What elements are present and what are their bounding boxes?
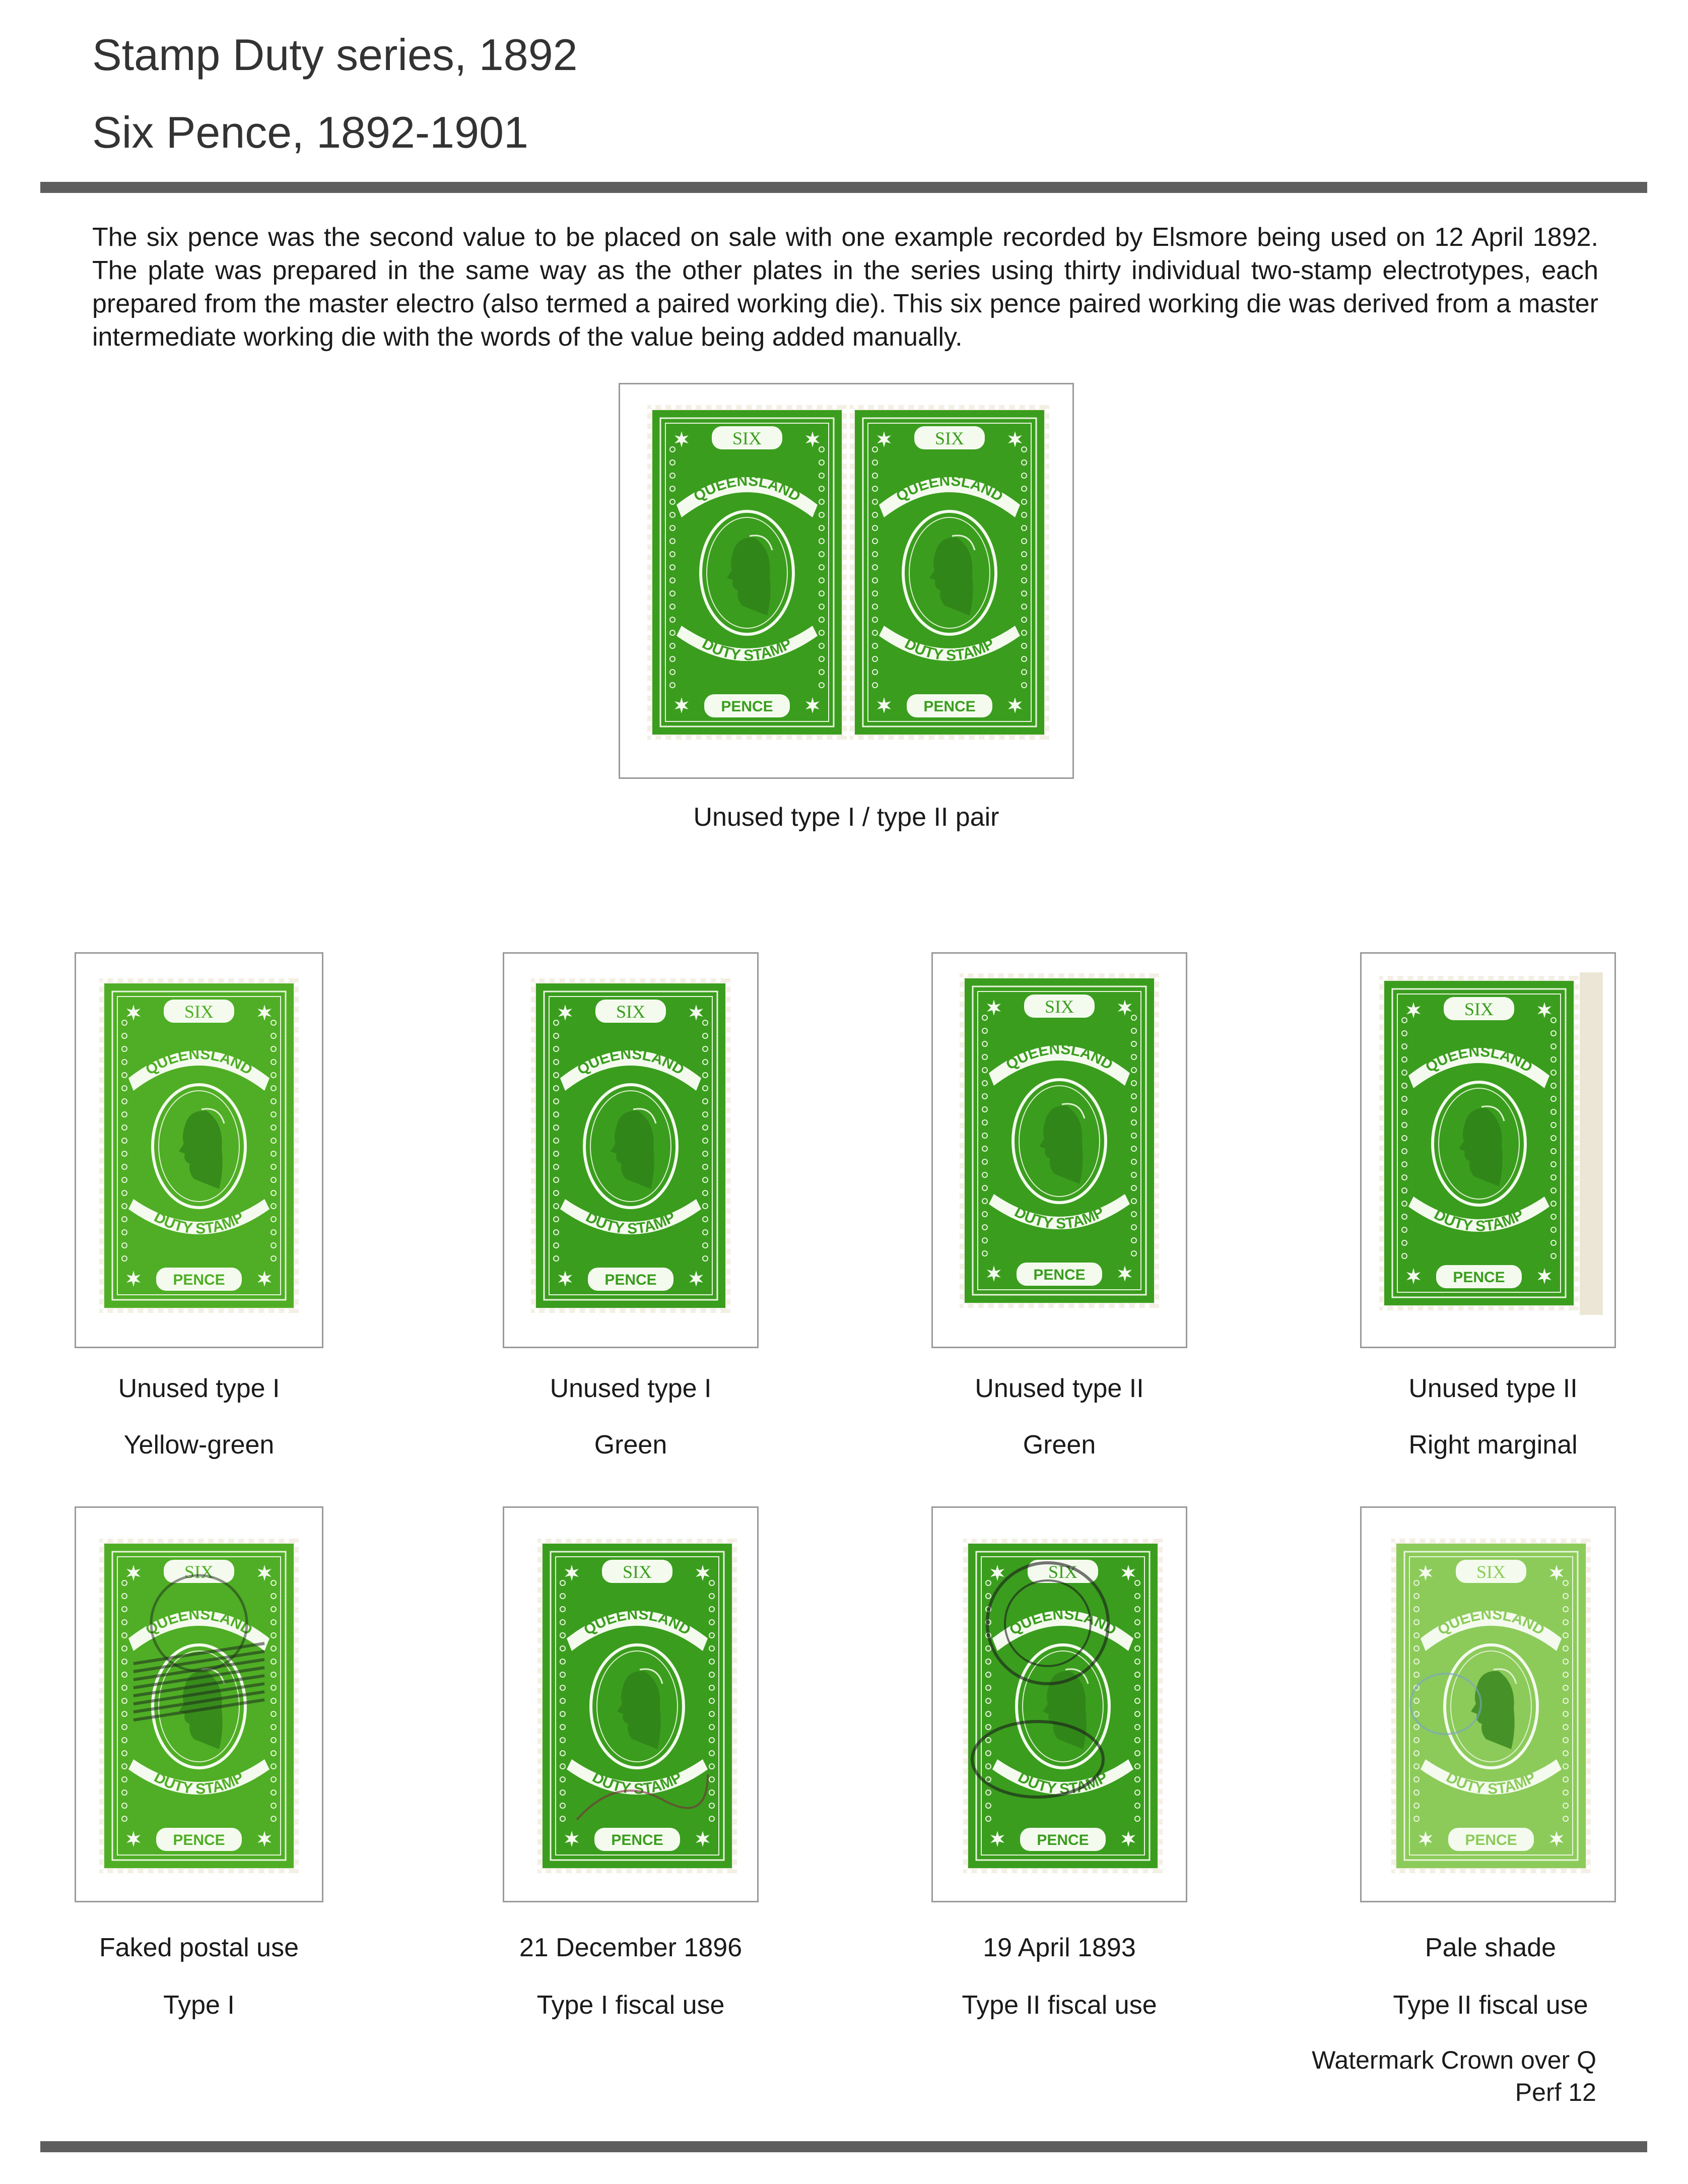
svg-text:DUTY STAMP: DUTY STAMP — [583, 1208, 679, 1237]
caption-r1-4-line2: Right marginal — [1408, 1430, 1578, 1460]
stamp-image-r1-4 — [1378, 975, 1580, 1311]
svg-text:PENCE: PENCE — [1033, 1267, 1086, 1283]
watermark-note: Watermark Crown over Q — [1312, 2046, 1596, 2074]
stamp-image-r2-4 — [1390, 1538, 1592, 1874]
caption-r2-3-line1: 19 April 1893 — [983, 1933, 1136, 1962]
svg-text:QUEENSLAND: QUEENSLAND — [893, 472, 1006, 505]
svg-text:PENCE: PENCE — [1453, 1269, 1505, 1286]
stamp-image-r2-3 — [962, 1538, 1164, 1874]
stamp-image-r1-3 — [959, 972, 1160, 1309]
page-subtitle: Six Pence, 1892-1901 — [92, 107, 528, 157]
svg-text:SIX: SIX — [616, 1002, 646, 1022]
caption-r1-4-line1: Unused type II — [1408, 1374, 1578, 1403]
svg-text:SIX: SIX — [934, 428, 965, 448]
svg-text:QUEENSLAND: QUEENSLAND — [143, 1606, 255, 1639]
svg-text:PENCE: PENCE — [1465, 1832, 1517, 1848]
svg-text:QUEENSLAND: QUEENSLAND — [143, 1045, 255, 1079]
svg-text:SIX: SIX — [1044, 997, 1074, 1017]
svg-text:QUEENSLAND: QUEENSLAND — [1006, 1606, 1119, 1639]
stamp-image-pair-left — [646, 404, 848, 741]
svg-text:QUEENSLAND: QUEENSLAND — [1435, 1606, 1547, 1639]
svg-text:DUTY STAMP: DUTY STAMP — [151, 1208, 247, 1237]
svg-text:DUTY STAMP: DUTY STAMP — [589, 1768, 685, 1798]
svg-text:PENCE: PENCE — [1037, 1832, 1089, 1848]
caption-r2-1-line1: Faked postal use — [99, 1933, 299, 1962]
svg-text:QUEENSLAND: QUEENSLAND — [1003, 1040, 1116, 1074]
top-divider — [40, 182, 1647, 193]
stamp-image-r1-1 — [98, 977, 300, 1314]
svg-text:PENCE: PENCE — [611, 1832, 663, 1848]
perf-note: Perf 12 — [1515, 2078, 1596, 2106]
svg-text:DUTY STAMP: DUTY STAMP — [902, 635, 997, 664]
svg-text:SIX: SIX — [1048, 1562, 1078, 1582]
caption-r2-2-line1: 21 December 1896 — [519, 1933, 742, 1962]
bottom-divider — [40, 2141, 1647, 2152]
svg-text:PENCE: PENCE — [173, 1832, 225, 1848]
svg-text:DUTY STAMP: DUTY STAMP — [1431, 1206, 1527, 1235]
svg-text:DUTY STAMP: DUTY STAMP — [1443, 1768, 1539, 1798]
svg-text:SIX: SIX — [184, 1002, 214, 1022]
svg-text:SIX: SIX — [184, 1562, 214, 1582]
caption-r1-2-line2: Green — [594, 1430, 667, 1460]
caption-r2-1-line2: Type I — [163, 1991, 235, 2020]
caption-r1-3-line1: Unused type II — [975, 1374, 1144, 1403]
svg-text:QUEENSLAND: QUEENSLAND — [1423, 1043, 1535, 1076]
caption-r2-4-line2: Type II fiscal use — [1393, 1991, 1588, 2020]
stamp-image-r2-1 — [98, 1538, 300, 1874]
caption-r2-3-line2: Type II fiscal use — [962, 1991, 1157, 2020]
caption-r2-2-line2: Type I fiscal use — [536, 1991, 725, 2020]
right-margin-paper — [1580, 972, 1603, 1315]
svg-text:SIX: SIX — [1464, 999, 1494, 1019]
caption-r1-2-line1: Unused type I — [550, 1374, 712, 1403]
svg-text:PENCE: PENCE — [604, 1272, 657, 1288]
stamp-image-pair-right — [849, 404, 1050, 741]
caption-r2-4-line1: Pale shade — [1425, 1933, 1557, 1962]
page-title: Stamp Duty series, 1892 — [92, 30, 578, 80]
svg-text:DUTY STAMP: DUTY STAMP — [1011, 1203, 1107, 1232]
caption-r1-1-line1: Unused type I — [118, 1374, 280, 1403]
svg-text:QUEENSLAND: QUEENSLAND — [574, 1045, 687, 1079]
pair-caption: Unused type I / type II pair — [693, 803, 999, 832]
svg-text:SIX: SIX — [732, 428, 762, 448]
caption-r1-3-line2: Green — [1023, 1430, 1096, 1460]
svg-text:DUTY STAMP: DUTY STAMP — [1015, 1768, 1111, 1798]
svg-text:SIX: SIX — [622, 1562, 652, 1582]
svg-text:QUEENSLAND: QUEENSLAND — [581, 1606, 694, 1639]
stamp-image-r1-2 — [530, 977, 731, 1314]
svg-text:QUEENSLAND: QUEENSLAND — [691, 472, 803, 505]
intro-paragraph: The six pence was the second value to be placed on sale with one example recorded by Elsmore being used on 12 April 1892. The plate was prepared in the same way as the other plates in the series using thirty individual two-stamp electrotypes, each prepared from the master electro (also termed a paired working die). This six pence paired working die was derived from a master intermediate working die with the words of the value being added manually. — [92, 223, 1598, 352]
svg-text:SIX: SIX — [1476, 1562, 1506, 1582]
svg-text:PENCE: PENCE — [173, 1272, 225, 1288]
stamp-image-r2-2 — [536, 1538, 738, 1874]
svg-text:PENCE: PENCE — [923, 698, 976, 715]
svg-text:DUTY STAMP: DUTY STAMP — [699, 635, 795, 664]
caption-r1-1-line2: Yellow-green — [123, 1430, 275, 1460]
svg-text:DUTY STAMP: DUTY STAMP — [151, 1768, 247, 1798]
svg-text:PENCE: PENCE — [721, 698, 773, 715]
